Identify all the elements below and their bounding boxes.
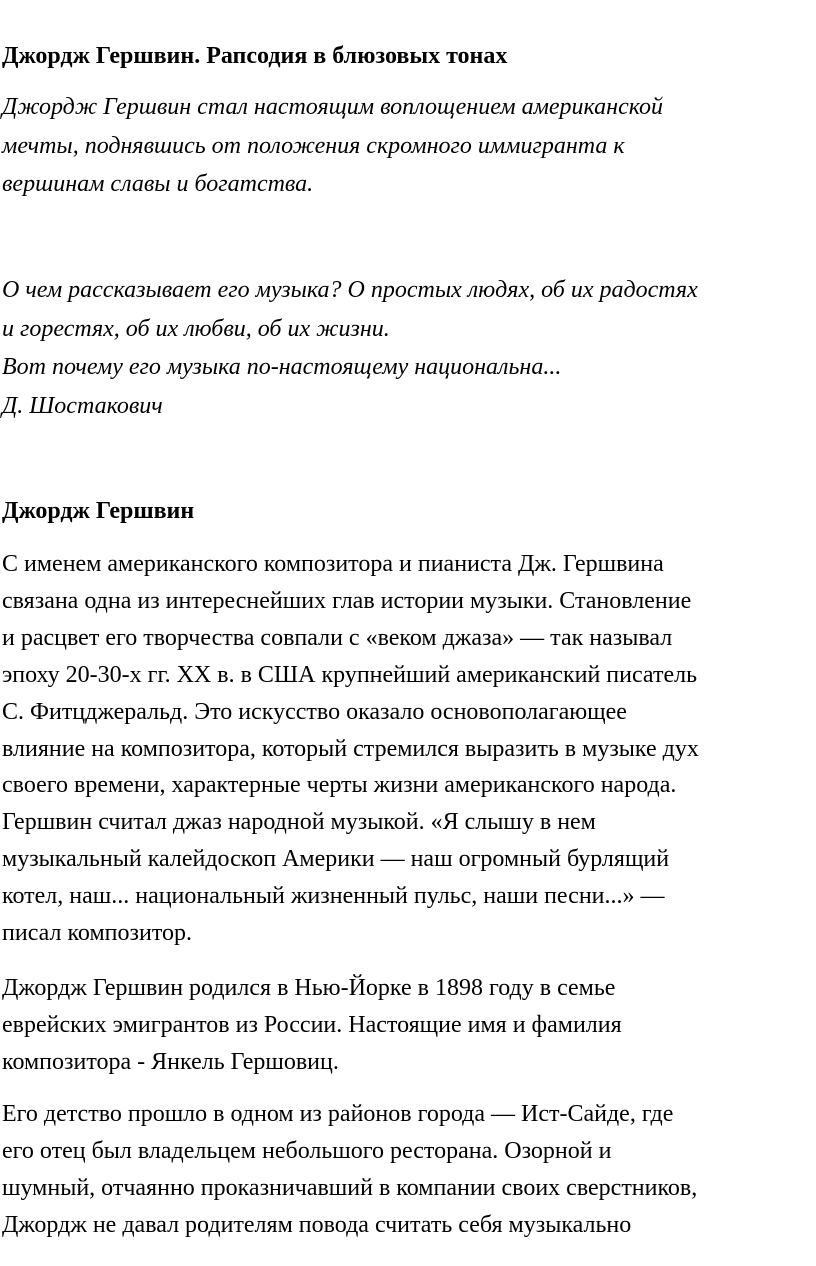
paragraph-line: музыкальный калейдоскоп Америки — наш огромный бурлящий	[2, 846, 670, 873]
paragraph-line: связана одна из интереснейших глав истории музыки. Становление	[2, 587, 692, 614]
body-paragraph-3	[2, 1096, 697, 1244]
paragraph-line: Джордж не давал родителям повода считать себя музыкально	[2, 1211, 632, 1238]
paragraph-line: Гершвин считал джаз народной музыкой. «Я слышу в нем	[2, 809, 596, 836]
document-title: Джордж Гершвин. Рапсодия в блюзовых тонах	[2, 43, 508, 69]
paragraph-line: писал композитор.	[2, 920, 192, 947]
paragraph-line: С именем американского композитора и пианиста Дж. Гершвина	[2, 551, 664, 577]
paragraph-line: Джордж Гершвин родился в Нью-Йорке в 1898 году в семье	[2, 975, 616, 1001]
intro-paragraph	[2, 88, 663, 204]
intro-line: мечты, поднявшись от положения скромного иммигранта к	[2, 132, 625, 159]
paragraph-line: котел, наш... национальный жизненный пульс, наши песни...» —	[2, 883, 665, 910]
quote-line: О чем рассказывает его музыка? О простых людях, об их радостях	[2, 277, 698, 303]
quote-author: Д. Шостакович	[2, 392, 163, 419]
paragraph-line: эпоху 20-30-х гг. XX в. в США крупнейший американский писатель	[2, 661, 698, 688]
paragraph-line: шумный, отчаянно проказничавший в компании своих сверстников,	[2, 1174, 698, 1201]
quote-line: Вот почему его музыка по-настоящему национальна...	[2, 354, 562, 380]
paragraph-line: своего времени, характерные черты жизни американского народа.	[2, 772, 677, 799]
paragraph-line: его отец был владельцем небольшого ресторана. Озорной и	[2, 1137, 612, 1164]
section-heading: Джордж Гершвин	[2, 498, 195, 524]
intro-line: вершинам славы и богатства.	[2, 171, 314, 197]
paragraph-line: композитора - Янкель Гершовиц.	[2, 1048, 339, 1075]
body-paragraph-1	[2, 546, 699, 952]
epigraph-quote	[2, 271, 698, 425]
paragraph-line: еврейских эмигрантов из России. Настоящие имя и фамилия	[2, 1011, 622, 1038]
paragraph-line: и расцвет его творчества совпали с «веком джаза» — так называл	[2, 624, 673, 651]
intro-line: Джордж Гершвин стал настоящим воплощением американской	[2, 94, 664, 120]
paragraph-line: Его детство прошло в одном из районов города — Ист-Сайде, где	[2, 1101, 674, 1127]
paragraph-line: влияние на композитора, который стремился выразить в музыке дух	[2, 735, 699, 762]
body-paragraph-2	[2, 970, 622, 1081]
quote-line: и горестях, об их любви, об их жизни.	[2, 315, 390, 342]
paragraph-line: С. Фитцджеральд. Это искусство оказало основополагающее	[2, 698, 627, 725]
